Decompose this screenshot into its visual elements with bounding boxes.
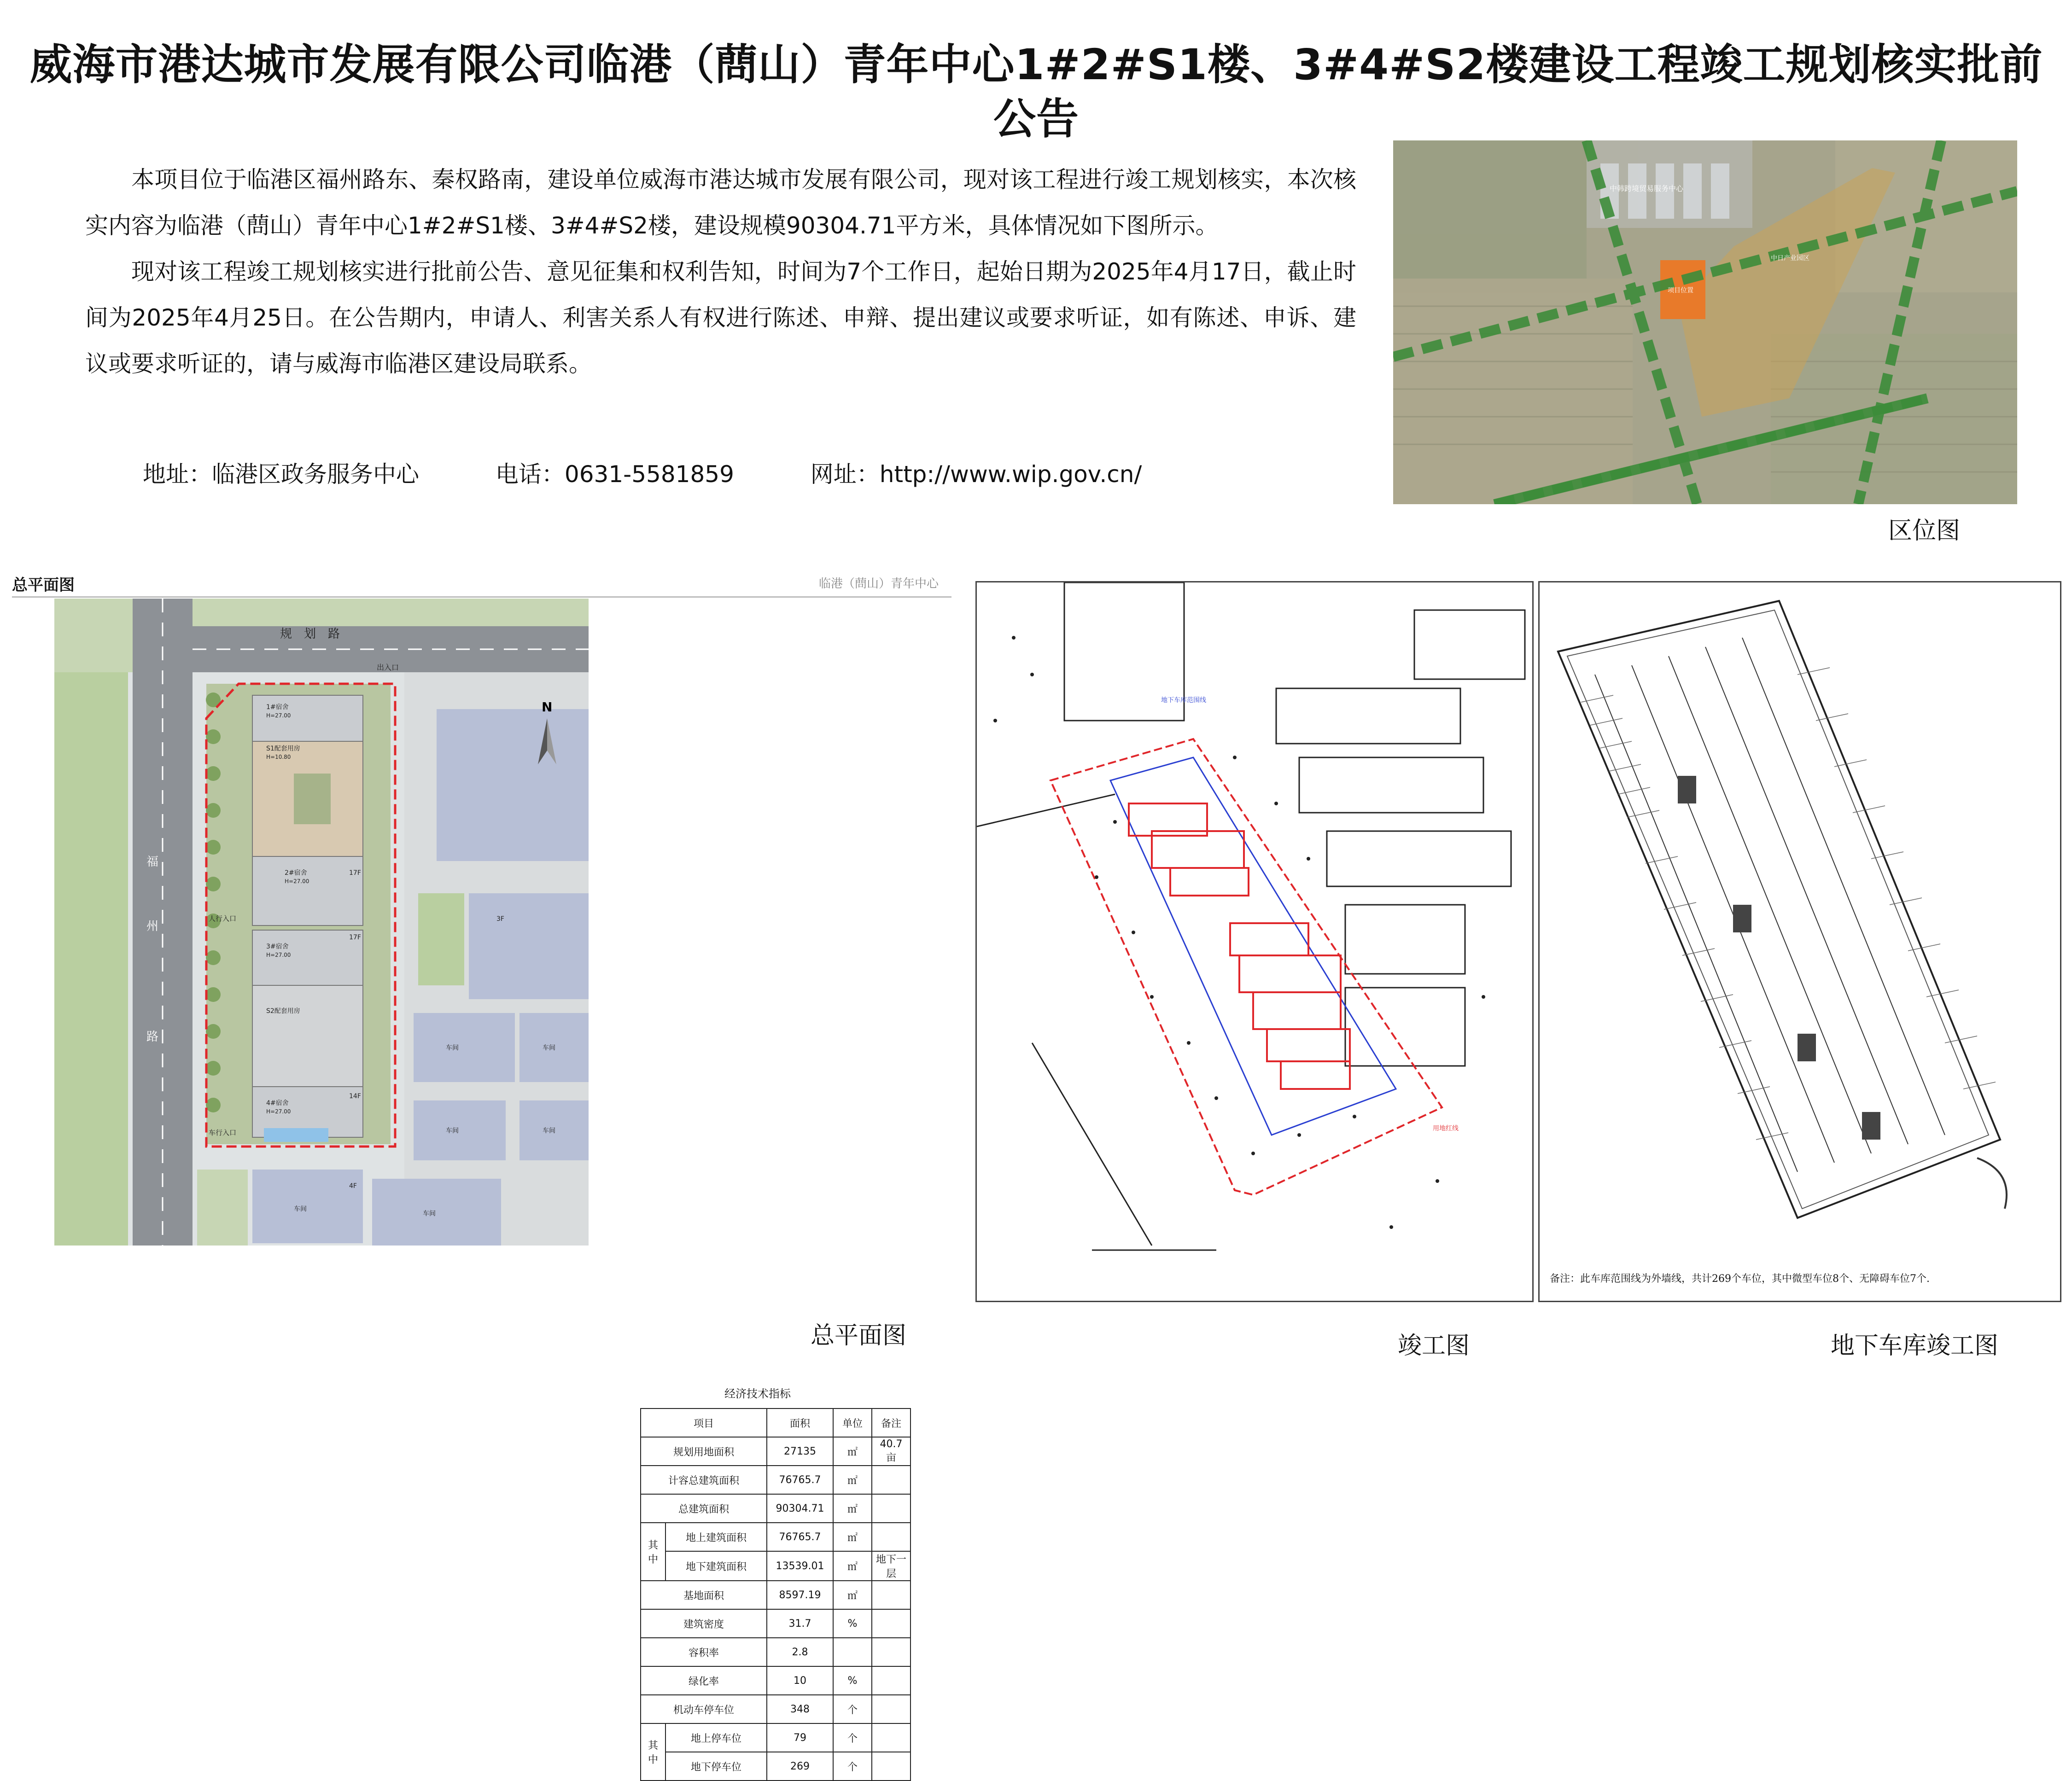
econ-cell-item: 地下建筑面积	[665, 1551, 767, 1581]
b3-label: 3#宿舍	[266, 943, 289, 950]
econ-cell-unit	[833, 1638, 872, 1666]
econ-cell-note	[872, 1695, 911, 1723]
econ-cell-note	[872, 1723, 911, 1752]
econ-row	[641, 1638, 911, 1666]
b3-floors: 17F	[349, 934, 361, 941]
econ-row	[641, 1466, 911, 1494]
econ-row	[641, 1609, 911, 1638]
econ-cell-item: 机动车停车位	[641, 1695, 767, 1723]
workshop-label-5: 车间	[294, 1205, 307, 1213]
econ-cell-unit: 个	[833, 1695, 872, 1723]
econ-cell-value: 31.7	[767, 1609, 833, 1638]
econ-cell-item: 建筑密度	[641, 1609, 767, 1638]
label-site: 项目位置	[1668, 286, 1693, 294]
econ-row	[641, 1695, 911, 1723]
intro-paragraph-2: 现对该工程竣工规划核实进行批前公告、意见征集和权利告知，时间为7个工作日，起始日期为2025年4月17日，截止时间为2025年4月25日。在公告期内，申请人、利害关系人有权进行陈述、申辩、提出建议或要求听证，如有陈述、申诉、建议或要求听证的，请与威海市临港区建设局联系。	[85, 258, 1356, 377]
label-center: 中韩跨境贸易服务中心	[1610, 185, 1684, 193]
site-plan-heading: 总平面图	[12, 576, 75, 594]
garage-drawing-svg	[1540, 582, 2060, 1264]
workshop-floors-2: 4F	[349, 1182, 357, 1190]
econ-row	[641, 1523, 911, 1551]
svg-text:N: N	[542, 699, 553, 715]
announcement-body	[85, 157, 1356, 387]
econ-cell-note	[872, 1494, 911, 1523]
s1-height: H=10.80	[266, 754, 291, 760]
b2-floors: 17F	[349, 869, 361, 877]
econ-cell-note: 地下一层	[872, 1551, 911, 1581]
econ-cell-value: 8597.19	[767, 1581, 833, 1609]
site-plan-rule	[12, 596, 951, 598]
entrance-people-label: 人行入口	[209, 914, 237, 923]
econ-row	[641, 1437, 911, 1466]
workshop-label-3: 车间	[446, 1127, 459, 1135]
intro-paragraph-1: 本项目位于临港区福州路东、秦权路南，建设单位威海市港达城市发展有限公司，现对该工程进行竣工规划核实，本次核实内容为临港（蔄山）青年中心1#2#S1楼、3#4#S2楼，建设规模90304.71平方米，具体情况如下图所示。	[85, 166, 1356, 239]
garage-drawing	[1538, 581, 2061, 1302]
econ-row	[641, 1581, 911, 1609]
econ-row	[641, 1723, 911, 1752]
workshop-label-2: 车间	[543, 1044, 555, 1052]
econ-cell-item: 规划用地面积	[641, 1437, 767, 1466]
road-left-label-2: 州	[146, 920, 159, 933]
site-plan	[8, 569, 957, 1773]
b3-height: H=27.00	[266, 952, 291, 958]
workshop-floors: 3F	[496, 915, 504, 923]
s2-label: S2配套用房	[266, 1007, 300, 1015]
econ-cell-value: 348	[767, 1695, 833, 1723]
b2-label: 2#宿舍	[285, 869, 307, 877]
econ-cell-value: 13539.01	[767, 1551, 833, 1581]
b4-floors: 14F	[349, 1093, 361, 1100]
location-map-image	[1393, 140, 2017, 504]
garage-line-label: 地下车库范围线	[1161, 697, 1206, 704]
asbuilt-drawing	[975, 581, 1534, 1302]
econ-header-row	[641, 1409, 911, 1437]
workshop-label-6: 车间	[423, 1210, 436, 1217]
site-plan-subheading: 临港（蔄山）青年中心	[819, 577, 939, 591]
econ-cell-unit: ㎡	[833, 1523, 872, 1551]
econ-header-unit: 单位	[833, 1409, 872, 1437]
redline-label: 用地红线	[1433, 1125, 1459, 1132]
contact-website[interactable]: 网址：http://www.wip.gov.cn/	[810, 461, 1142, 488]
econ-row	[641, 1494, 911, 1523]
econ-row	[641, 1551, 911, 1581]
location-map-caption: 区位图	[1888, 517, 1961, 545]
garage-note: 备注：此车库范围线为外墙线，共计269个车位，其中微型车位8个、无障碍车位7个.	[1550, 1273, 1930, 1285]
econ-header-value: 面积	[767, 1409, 833, 1437]
econ-cell-value: 27135	[767, 1437, 833, 1466]
b2-height: H=27.00	[285, 878, 309, 885]
label-park: 中日产业园区	[1771, 254, 1809, 262]
entrance-car-label: 车行入口	[209, 1129, 237, 1137]
econ-header-item: 项目	[641, 1409, 767, 1437]
econ-cell-value: 79	[767, 1723, 833, 1752]
econ-cell-group: 其中	[641, 1523, 665, 1581]
location-map	[1393, 140, 2017, 504]
entrance-top-label: 出入口	[377, 663, 399, 672]
contact-line	[143, 456, 1142, 489]
workshop-label-4: 车间	[543, 1127, 555, 1135]
econ-cell-value: 269	[767, 1752, 833, 1781]
asbuilt-drawing-svg	[977, 582, 1532, 1301]
page-title: 威海市港达城市发展有限公司临港（蔄山）青年中心1#2#S1楼、3#4#S2楼建设工程竣工规划核实批前公告	[29, 40, 2043, 144]
econ-cell-unit: 个	[833, 1752, 872, 1781]
econ-row	[641, 1666, 911, 1695]
econ-cell-note	[872, 1752, 911, 1781]
econ-cell-item: 地下停车位	[665, 1752, 767, 1781]
econ-cell-item: 容积率	[641, 1638, 767, 1666]
econ-cell-note	[872, 1581, 911, 1609]
econ-table	[640, 1408, 911, 1781]
road-top-label: 规 划 路	[280, 627, 340, 641]
contact-address: 地址：临港区政务服务中心	[143, 461, 419, 488]
econ-cell-unit: ㎡	[833, 1494, 872, 1523]
econ-cell-item: 计容总建筑面积	[641, 1466, 767, 1494]
econ-cell-value: 76765.7	[767, 1466, 833, 1494]
road-left-label-3: 路	[146, 1030, 159, 1044]
site-plan-caption: 总平面图	[811, 1322, 907, 1350]
workshop-label-1: 车间	[446, 1044, 459, 1052]
econ-cell-group: 其中	[641, 1723, 665, 1781]
road-left-label: 福	[146, 855, 159, 869]
econ-cell-note: 40.7亩	[872, 1437, 911, 1466]
econ-cell-item: 地上停车位	[665, 1723, 767, 1752]
econ-cell-note	[872, 1666, 911, 1695]
econ-cell-item: 总建筑面积	[641, 1494, 767, 1523]
s1-label: S1配套用房	[266, 745, 300, 752]
contact-phone: 电话：0631-5581859	[495, 461, 734, 488]
econ-cell-value: 76765.7	[767, 1523, 833, 1551]
econ-cell-item: 地上建筑面积	[665, 1523, 767, 1551]
econ-cell-unit: ㎡	[833, 1466, 872, 1494]
econ-row	[641, 1752, 911, 1781]
econ-cell-unit: ㎡	[833, 1581, 872, 1609]
econ-cell-unit: 个	[833, 1723, 872, 1752]
econ-cell-note	[872, 1466, 911, 1494]
econ-cell-value: 90304.71	[767, 1494, 833, 1523]
econ-cell-value: 2.8	[767, 1638, 833, 1666]
b4-label: 4#宿舍	[266, 1100, 289, 1107]
econ-cell-unit: %	[833, 1609, 872, 1638]
site-plan-drawing	[54, 599, 589, 1246]
econ-table-title: 经济技术指标	[724, 1387, 791, 1400]
econ-cell-item: 绿化率	[641, 1666, 767, 1695]
b4-height: H=27.00	[266, 1108, 291, 1115]
b1-label: 1#宿舍	[266, 704, 289, 711]
econ-cell-item: 基地面积	[641, 1581, 767, 1609]
b1-height: H=27.00	[266, 712, 291, 719]
garage-caption: 地下车库竣工图	[1831, 1332, 1999, 1360]
econ-cell-unit: ㎡	[833, 1437, 872, 1466]
econ-cell-note	[872, 1609, 911, 1638]
asbuilt-caption: 竣工图	[1398, 1332, 1470, 1360]
econ-cell-note	[872, 1638, 911, 1666]
econ-cell-value: 10	[767, 1666, 833, 1695]
econ-cell-unit: %	[833, 1666, 872, 1695]
econ-cell-unit: ㎡	[833, 1551, 872, 1581]
econ-header-note: 备注	[872, 1409, 911, 1437]
econ-cell-note	[872, 1523, 911, 1551]
